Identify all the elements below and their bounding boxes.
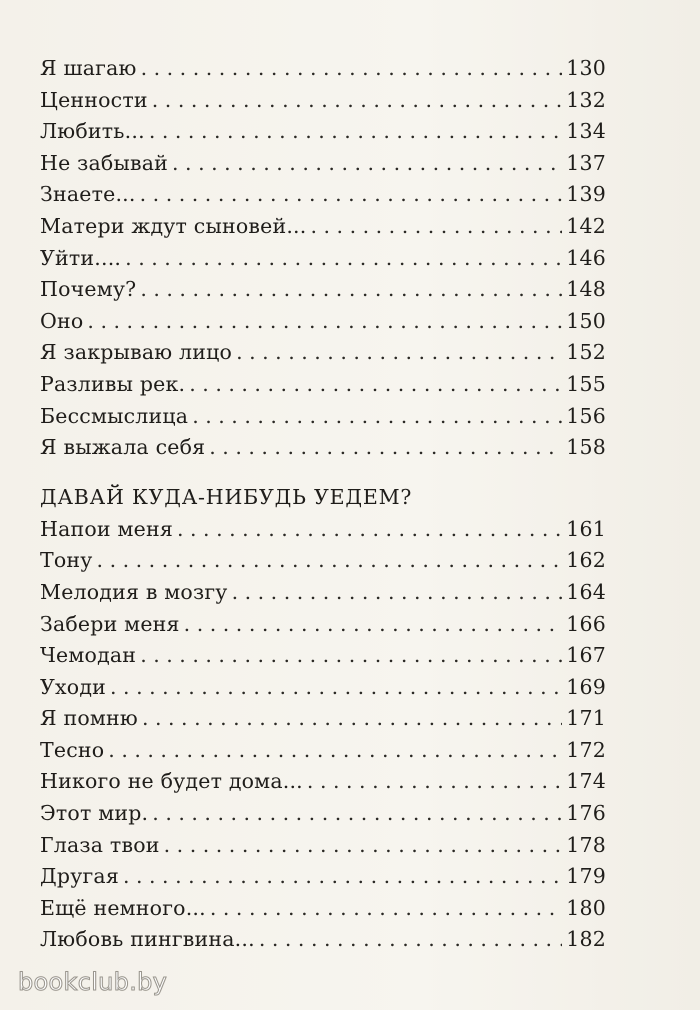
section-heading: ДАВАЙ КУДА-НИБУДЬ УЕДЕМ? bbox=[40, 484, 413, 509]
toc-entry: Любить... . . . 134 bbox=[40, 119, 606, 151]
toc-entry: Ценности . . . 132 bbox=[40, 88, 606, 120]
toc-entry: Знаете... . . . 139 bbox=[40, 182, 606, 214]
toc-entry: Тону . . . 162 bbox=[40, 548, 606, 580]
toc-entry: Глаза твои . . . 178 bbox=[40, 833, 606, 865]
toc-entry: Я помню . . . 171 bbox=[40, 706, 606, 738]
toc-entry: Уйти.... . . . 146 bbox=[40, 246, 606, 278]
facing-page-bleed bbox=[640, 50, 700, 970]
toc-entry: Оно . . . 150 bbox=[40, 309, 606, 341]
toc-entry: Тесно . . . 172 bbox=[40, 738, 606, 770]
watermark-text: bookclub.by bbox=[18, 968, 168, 996]
toc-entry: Любовь пингвина... . . . 182 bbox=[40, 927, 606, 959]
toc-entry: Не забывай . . . 137 bbox=[40, 151, 606, 183]
toc-entry: Уходи . . . 169 bbox=[40, 675, 606, 707]
toc-entry: Бессмыслица . . . 156 bbox=[40, 404, 606, 436]
toc-entry: Я закрываю лицо . . . 152 bbox=[40, 340, 606, 372]
toc-entry: Этот мир. . . . 176 bbox=[40, 801, 606, 833]
toc-entry: Чемодан . . . 167 bbox=[40, 643, 606, 675]
toc-entry: Забери меня . . . 166 bbox=[40, 612, 606, 644]
toc-entry: Матери ждут сыновей... . . . 142 bbox=[40, 214, 606, 246]
toc-entry: Другая . . . 179 bbox=[40, 864, 606, 896]
toc-section-2 bbox=[40, 517, 606, 959]
toc-entry: Напои меня . . . 161 bbox=[40, 517, 606, 549]
toc-section-1 bbox=[40, 56, 606, 467]
toc-entry: Никого не будет дома... . . . 174 bbox=[40, 769, 606, 801]
toc-entry: Мелодия в мозгу . . . 164 bbox=[40, 580, 606, 612]
table-of-contents bbox=[40, 56, 606, 969]
toc-entry: Я выжала себя . . . 158 bbox=[40, 435, 606, 467]
toc-entry: Почему? . . . 148 bbox=[40, 277, 606, 309]
toc-entry: Я шагаю . . . 130 bbox=[40, 56, 606, 88]
toc-entry: Ещё немного... . . . 180 bbox=[40, 896, 606, 928]
toc-entry: Разливы рек. . . . 155 bbox=[40, 372, 606, 404]
